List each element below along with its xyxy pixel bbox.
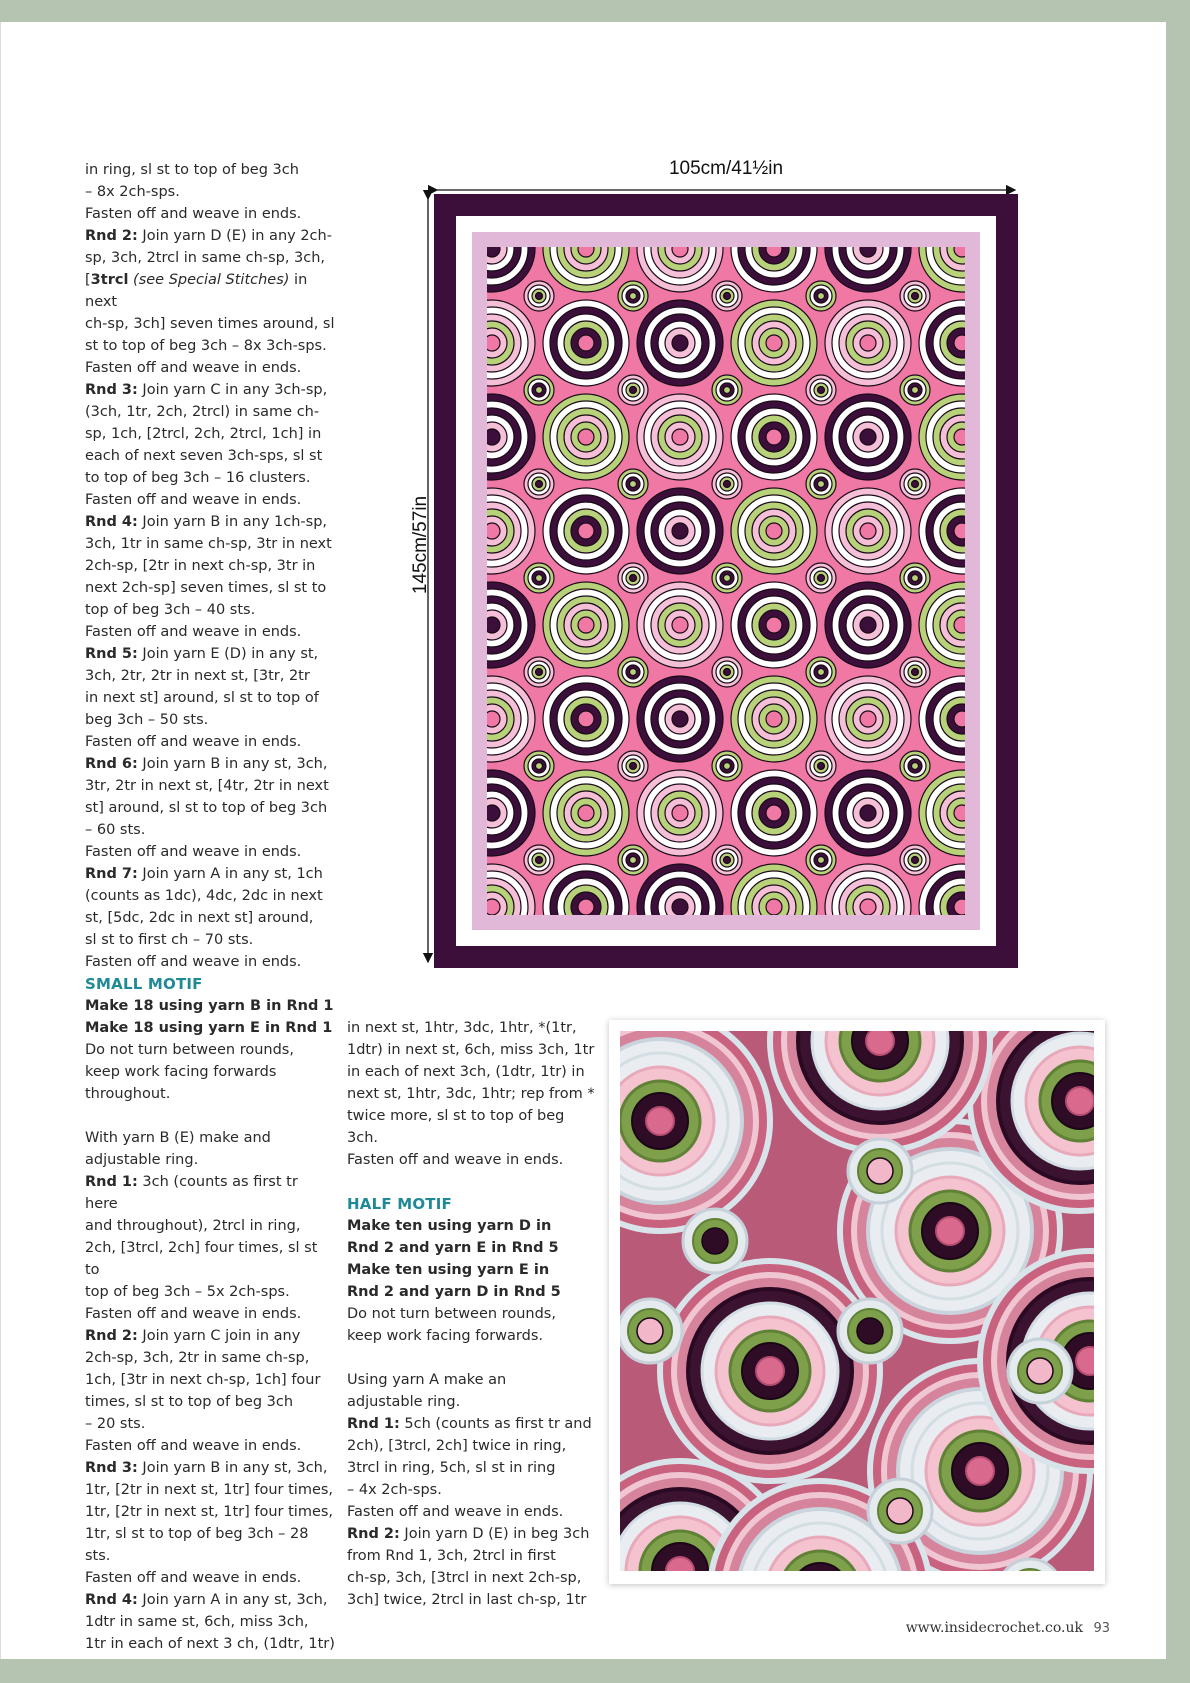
- body-text: next st, 1htr, 3dc, 1htr; rep from *: [347, 1086, 595, 1102]
- body-text: top of beg 3ch – 5x 2ch-sps.: [85, 1284, 290, 1300]
- small-motif: [536, 669, 543, 676]
- small-motif: [724, 857, 731, 864]
- large-motif: [860, 523, 876, 539]
- bold-text: Rnd 2:: [347, 1526, 400, 1542]
- bold-text: Make ten using yarn E in: [347, 1262, 550, 1278]
- large-motif: [860, 617, 876, 633]
- body-text: [: [85, 272, 91, 288]
- body-text: keep work facing forwards.: [347, 1328, 543, 1344]
- body-text: – 8x 2ch-sps.: [85, 184, 180, 200]
- bold-text: Rnd 5:: [85, 646, 138, 662]
- body-text: next 2ch-sp] seven times, sl st to: [85, 580, 327, 596]
- body-text: 2ch-sp, [2tr in next ch-sp, 3tr in: [85, 558, 316, 574]
- small-motif: [630, 481, 637, 488]
- large-motif: [766, 805, 782, 821]
- body-text: Fasten off and weave in ends.: [85, 624, 302, 640]
- body-text: in ring, sl st to top of beg 3ch: [85, 162, 299, 178]
- small-motif: [818, 481, 825, 488]
- large-motif: [487, 617, 500, 633]
- large-motif: [487, 429, 500, 445]
- large-motif: [578, 805, 594, 821]
- width-dimension: [434, 158, 1018, 180]
- small-motif: [818, 387, 825, 394]
- large-motif: [766, 617, 782, 633]
- body-text: With yarn B (E) make and: [85, 1130, 271, 1146]
- body-text: Fasten off and weave in ends.: [85, 954, 302, 970]
- small-motif: [912, 763, 919, 770]
- body-text: Join yarn A in any st, 1ch: [137, 866, 323, 882]
- large-motif: [766, 335, 782, 351]
- body-text: Join yarn E (D) in any st,: [137, 646, 319, 662]
- small-motif: [536, 763, 543, 770]
- body-text: in next st] around, sl st to top of: [85, 690, 319, 706]
- small-motif: [912, 575, 919, 582]
- large-motif: [578, 523, 594, 539]
- small-motif: [630, 857, 637, 864]
- bold-text: 3trcl: [90, 272, 129, 288]
- small-motif: [912, 857, 919, 864]
- small-motif: [630, 293, 637, 300]
- large-motif: [954, 711, 965, 727]
- body-text: Join yarn C join in any: [137, 1328, 301, 1344]
- large-motif: [860, 899, 876, 915]
- blanket-motif-field: [487, 247, 965, 915]
- small-motif: [818, 763, 825, 770]
- body-text: beg 3ch – 50 sts.: [85, 712, 209, 728]
- large-motif: [860, 335, 876, 351]
- small-motif: [536, 857, 543, 864]
- large-motif: [860, 429, 876, 445]
- body-text: adjustable ring.: [85, 1152, 199, 1168]
- blanket-photo: [609, 1020, 1105, 1584]
- small-crochet-motif: [702, 1228, 728, 1254]
- section-heading: SMALL MOTIF: [85, 975, 203, 993]
- bold-text: Rnd 2 and yarn D in Rnd 5: [347, 1284, 561, 1300]
- body-text: 2ch), [3trcl, 2ch] twice in ring,: [347, 1438, 567, 1454]
- body-text: 3ch (counts as first tr here: [85, 1174, 298, 1212]
- body-text: 3ch, 2tr, 2tr in next st, [3tr, 2tr: [85, 668, 310, 684]
- bold-text: Rnd 2 and yarn E in Rnd 5: [347, 1240, 559, 1256]
- small-motif: [724, 763, 731, 770]
- body-text: 5ch (counts as first tr and: [399, 1416, 592, 1432]
- body-text: Fasten off and weave in ends.: [85, 734, 302, 750]
- small-motif: [724, 575, 731, 582]
- body-text: to top of beg 3ch – 16 clusters.: [85, 470, 311, 486]
- page-footer: [900, 1620, 1110, 1636]
- large-motif: [672, 429, 688, 445]
- small-motif: [630, 669, 637, 676]
- body-text: adjustable ring.: [347, 1394, 461, 1410]
- section-heading: HALF MOTIF: [347, 1195, 452, 1213]
- large-motif: [672, 899, 688, 915]
- large-motif: [487, 805, 500, 821]
- small-motif: [912, 669, 919, 676]
- small-motif: [724, 669, 731, 676]
- body-text: sp, 3ch, 2trcl in same ch-sp, 3ch,: [85, 250, 326, 266]
- body-text: – 4x 2ch-sps.: [347, 1482, 442, 1498]
- large-motif: [954, 523, 965, 539]
- bold-text: Rnd 4:: [85, 1592, 138, 1608]
- body-text: 1tr, [2tr in next st, 1tr] four times,: [85, 1482, 334, 1498]
- body-text: Join yarn A in any st, 3ch,: [137, 1592, 328, 1608]
- body-text: in next st, 1htr, 3dc, 1htr, *(1tr,: [347, 1020, 577, 1036]
- bold-text: Make ten using yarn D in: [347, 1218, 552, 1234]
- bold-text: Make 18 using yarn B in Rnd 1: [85, 998, 334, 1014]
- large-motif: [672, 247, 688, 257]
- small-motif: [912, 481, 919, 488]
- small-motif: [536, 481, 543, 488]
- small-motif: [818, 857, 825, 864]
- body-text: Join yarn B in any st, 3ch,: [137, 756, 328, 772]
- small-crochet-motif: [887, 1498, 913, 1524]
- large-motif: [578, 335, 594, 351]
- bold-text: Rnd 1:: [85, 1174, 138, 1190]
- small-crochet-motif: [1027, 1358, 1053, 1384]
- crochet-motif: [1066, 1087, 1094, 1115]
- width-label: 105cm/41½in: [668, 158, 784, 179]
- body-text: Fasten off and weave in ends.: [85, 1570, 302, 1586]
- small-motif: [630, 575, 637, 582]
- body-text: Fasten off and weave in ends.: [85, 360, 302, 376]
- large-motif: [672, 335, 688, 351]
- height-label: 145cm/57in: [410, 495, 431, 595]
- body-text: (3ch, 1tr, 2ch, 2trcl) in same ch-: [85, 404, 320, 420]
- page-number: 93: [1093, 1621, 1110, 1636]
- large-motif: [954, 899, 965, 915]
- bold-text: Rnd 7:: [85, 866, 138, 882]
- footer-url: www.insidecrochet.co.uk: [905, 1620, 1083, 1636]
- large-motif: [578, 247, 594, 257]
- body-text: sl st to first ch – 70 sts.: [85, 932, 254, 948]
- small-crochet-motif: [637, 1318, 663, 1344]
- body-text: ch-sp, 3ch] seven times around, sl: [85, 316, 335, 332]
- body-text: Join yarn D (E) in any 2ch-: [137, 228, 332, 244]
- large-motif: [487, 899, 500, 915]
- body-text: (counts as 1dc), 4dc, 2dc in next: [85, 888, 323, 904]
- body-text: 3ch, 1tr in same ch-sp, 3tr in next: [85, 536, 332, 552]
- body-text: from Rnd 1, 3ch, 2trcl in first: [347, 1548, 556, 1564]
- large-motif: [487, 523, 500, 539]
- crochet-motif: [936, 1217, 964, 1245]
- large-motif: [578, 711, 594, 727]
- body-text: 1dtr) in next st, 6ch, miss 3ch, 1tr: [347, 1042, 595, 1058]
- bold-text: Rnd 1:: [347, 1416, 400, 1432]
- body-text: Join yarn D (E) in beg 3ch: [399, 1526, 590, 1542]
- large-motif: [860, 711, 876, 727]
- bold-text: Rnd 6:: [85, 756, 138, 772]
- small-motif: [536, 575, 543, 582]
- body-text: 3trcl in ring, 5ch, sl st in ring: [347, 1460, 556, 1476]
- body-text: 1ch, [3tr in next ch-sp, 1ch] four: [85, 1372, 321, 1388]
- large-motif: [860, 805, 876, 821]
- large-motif: [672, 617, 688, 633]
- large-motif: [954, 617, 965, 633]
- italic-text: (see Special Stitches): [128, 272, 290, 288]
- large-motif: [766, 899, 782, 915]
- bold-text: Make 18 using yarn E in Rnd 1: [85, 1020, 333, 1036]
- body-text: – 60 sts.: [85, 822, 146, 838]
- bold-text: Rnd 4:: [85, 514, 138, 530]
- body-text: Fasten off and weave in ends.: [85, 1306, 302, 1322]
- blanket-diagram: [434, 194, 1018, 968]
- body-text: Fasten off and weave in ends.: [85, 844, 302, 860]
- body-text: Fasten off and weave in ends.: [347, 1504, 564, 1520]
- crochet-motif: [756, 1357, 784, 1385]
- body-text: top of beg 3ch – 40 sts.: [85, 602, 256, 618]
- body-text: in each of next 3ch, (1dtr, 1tr) in: [347, 1064, 585, 1080]
- bold-text: Rnd 2:: [85, 228, 138, 244]
- body-text: Fasten off and weave in ends.: [85, 1438, 302, 1454]
- body-text: Fasten off and weave in ends.: [85, 492, 302, 508]
- body-text: 2ch-sp, 3ch, 2tr in same ch-sp,: [85, 1350, 310, 1366]
- body-text: 3tr, 2tr in next st, [4tr, 2tr in next: [85, 778, 329, 794]
- large-motif: [672, 805, 688, 821]
- body-text: in next: [85, 272, 308, 310]
- body-text: 1dtr in same st, 6ch, miss 3ch,: [85, 1614, 309, 1630]
- large-motif: [487, 335, 500, 351]
- body-text: st, [5dc, 2dc in next st] around,: [85, 910, 314, 926]
- small-motif: [630, 763, 637, 770]
- large-motif: [578, 617, 594, 633]
- body-text: Using yarn A make an: [347, 1372, 507, 1388]
- small-motif: [818, 575, 825, 582]
- motif-pattern: [487, 247, 965, 915]
- crochet-motif: [866, 1031, 894, 1055]
- small-crochet-motif: [867, 1158, 893, 1184]
- large-motif: [578, 429, 594, 445]
- body-text: Fasten off and weave in ends.: [347, 1152, 564, 1168]
- small-motif: [912, 293, 919, 300]
- body-text: st] around, sl st to top of beg 3ch: [85, 800, 328, 816]
- bold-text: Rnd 2:: [85, 1328, 138, 1344]
- body-text: – 20 sts.: [85, 1416, 146, 1432]
- body-text: ch-sp, 3ch, [3trcl in next 2ch-sp,: [347, 1570, 582, 1586]
- crochet-motif: [646, 1107, 674, 1135]
- small-motif: [724, 293, 731, 300]
- body-text: 3ch] twice, 2trcl in last ch-sp, 1tr: [347, 1592, 587, 1608]
- small-motif: [818, 669, 825, 676]
- body-text: times, sl st to top of beg 3ch: [85, 1394, 294, 1410]
- small-crochet-motif: [857, 1318, 883, 1344]
- large-motif: [487, 711, 500, 727]
- body-text: Fasten off and weave in ends.: [85, 206, 302, 222]
- small-motif: [912, 387, 919, 394]
- large-motif: [672, 711, 688, 727]
- small-motif: [536, 387, 543, 394]
- body-text: each of next seven 3ch-sps, sl st: [85, 448, 323, 464]
- body-text: Join yarn B in any st, 3ch,: [137, 1460, 328, 1476]
- large-motif: [954, 429, 965, 445]
- body-text: 2ch, [3trcl, 2ch] four times, sl st to: [85, 1240, 318, 1278]
- large-motif: [578, 899, 594, 915]
- body-text: twice more, sl st to top of beg 3ch.: [347, 1108, 565, 1146]
- body-text: sp, 1ch, [2trcl, 2ch, 2trcl, 1ch] in: [85, 426, 322, 442]
- body-text: Do not turn between rounds,: [347, 1306, 556, 1322]
- body-text: st to top of beg 3ch – 8x 3ch-sps.: [85, 338, 327, 354]
- large-motif: [954, 335, 965, 351]
- bold-text: Rnd 3:: [85, 1460, 138, 1476]
- body-text: 1tr in each of next 3 ch, (1dtr, 1tr): [85, 1636, 335, 1652]
- large-motif: [766, 429, 782, 445]
- crochet-motif: [1076, 1347, 1094, 1375]
- large-motif: [860, 247, 876, 257]
- body-text: and throughout), 2trcl in ring,: [85, 1218, 301, 1234]
- body-text: 1tr, [2tr in next st, 1tr] four times,: [85, 1504, 334, 1520]
- body-text: Do not turn between rounds,: [85, 1042, 294, 1058]
- small-motif: [630, 387, 637, 394]
- large-motif: [766, 523, 782, 539]
- crochet-photo-illustration: [620, 1031, 1094, 1571]
- bold-text: Rnd 3:: [85, 382, 138, 398]
- small-motif: [818, 293, 825, 300]
- small-motif: [724, 387, 731, 394]
- body-text: 1tr, sl st to top of beg 3ch – 28 sts.: [85, 1526, 309, 1564]
- body-text: Join yarn C in any 3ch-sp,: [137, 382, 328, 398]
- large-motif: [766, 247, 782, 257]
- large-motif: [766, 711, 782, 727]
- large-motif: [954, 805, 965, 821]
- body-text: throughout.: [85, 1086, 171, 1102]
- photo-image: [620, 1031, 1094, 1571]
- body-text: keep work facing forwards: [85, 1064, 277, 1080]
- small-motif: [536, 293, 543, 300]
- small-motif: [724, 481, 731, 488]
- body-text: Join yarn B in any 1ch-sp,: [137, 514, 328, 530]
- large-motif: [672, 523, 688, 539]
- crochet-motif: [966, 1457, 994, 1485]
